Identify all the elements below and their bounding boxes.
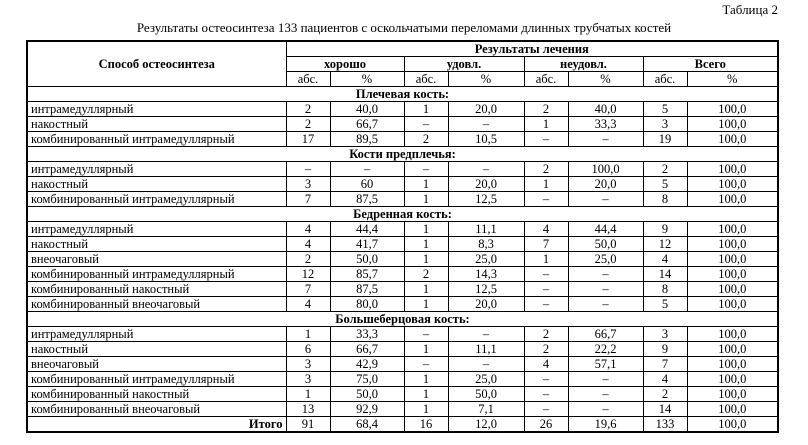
value-cell: 9 xyxy=(643,342,687,357)
value-cell: 8,3 xyxy=(448,237,524,252)
value-cell: 100,0 xyxy=(687,237,778,252)
table-row xyxy=(27,102,778,117)
value-cell: 14 xyxy=(643,402,687,417)
value-cell: 89,5 xyxy=(330,132,404,147)
value-cell: 3 xyxy=(286,357,330,372)
value-cell: 4 xyxy=(286,237,330,252)
value-cell: 7 xyxy=(286,192,330,207)
total-value: 16 xyxy=(404,417,448,433)
section-title: Кости предплечья: xyxy=(27,147,778,162)
value-cell: 2 xyxy=(643,162,687,177)
group-header-satisfactory: удовл. xyxy=(404,57,524,72)
value-cell: 44,4 xyxy=(568,222,643,237)
value-cell: 100,0 xyxy=(687,342,778,357)
value-cell: 9 xyxy=(643,222,687,237)
value-cell: 1 xyxy=(404,252,448,267)
value-cell: 12 xyxy=(643,237,687,252)
value-cell: 25,0 xyxy=(448,372,524,387)
section-row xyxy=(27,207,778,222)
value-cell: 17 xyxy=(286,132,330,147)
group-header-unsatisfactory: неудовл. xyxy=(524,57,643,72)
value-cell: – xyxy=(568,372,643,387)
value-cell: 2 xyxy=(524,162,568,177)
method-name: интрамедуллярный xyxy=(27,102,286,117)
value-cell: 2 xyxy=(286,102,330,117)
pct-header: % xyxy=(568,72,643,87)
abs-header: абс. xyxy=(404,72,448,87)
value-cell: 1 xyxy=(404,222,448,237)
value-cell: 100,0 xyxy=(687,132,778,147)
value-cell: 66,7 xyxy=(330,342,404,357)
value-cell: 5 xyxy=(643,102,687,117)
value-cell: 75,0 xyxy=(330,372,404,387)
value-cell: 6 xyxy=(286,342,330,357)
value-cell: 100,0 xyxy=(568,162,643,177)
group-header-total: Всего xyxy=(643,57,778,72)
table-row xyxy=(27,237,778,252)
value-cell: 3 xyxy=(643,117,687,132)
value-cell: 2 xyxy=(524,102,568,117)
value-cell: 100,0 xyxy=(687,357,778,372)
value-cell: 100,0 xyxy=(687,267,778,282)
results-header: Результаты лечения xyxy=(286,41,778,57)
table-body xyxy=(27,87,778,433)
value-cell: 12 xyxy=(286,267,330,282)
value-cell: 8 xyxy=(643,192,687,207)
value-cell: 4 xyxy=(524,357,568,372)
value-cell: 1 xyxy=(404,102,448,117)
method-name: комбинированный внеочаговый xyxy=(27,297,286,312)
value-cell: 87,5 xyxy=(330,192,404,207)
value-cell: 12,5 xyxy=(448,282,524,297)
value-cell: 10,5 xyxy=(448,132,524,147)
method-name: комбинированный интрамедуллярный xyxy=(27,267,286,282)
table-number: Таблица 2 xyxy=(722,2,778,17)
value-cell: 1 xyxy=(404,282,448,297)
method-name: комбинированный интрамедуллярный xyxy=(27,132,286,147)
value-cell: 20,0 xyxy=(448,102,524,117)
value-cell: 87,5 xyxy=(330,282,404,297)
value-cell: – xyxy=(524,192,568,207)
value-cell: – xyxy=(524,387,568,402)
value-cell: 4 xyxy=(286,297,330,312)
value-cell: 2 xyxy=(286,117,330,132)
value-cell: 85,7 xyxy=(330,267,404,282)
value-cell: 66,7 xyxy=(568,327,643,342)
abs-header: абс. xyxy=(524,72,568,87)
value-cell: – xyxy=(404,357,448,372)
value-cell: – xyxy=(404,162,448,177)
table-row xyxy=(27,342,778,357)
table-row xyxy=(27,282,778,297)
pct-header: % xyxy=(448,72,524,87)
value-cell: 100,0 xyxy=(687,117,778,132)
value-cell: 5 xyxy=(643,297,687,312)
value-cell: 100,0 xyxy=(687,372,778,387)
value-cell: – xyxy=(524,372,568,387)
value-cell: 11,1 xyxy=(448,342,524,357)
value-cell: 1 xyxy=(286,327,330,342)
table-caption: Результаты остеосинтеза 133 пациентов с оскольчатыми переломами длинных трубчатых костей xyxy=(136,20,672,35)
value-cell: 100,0 xyxy=(687,162,778,177)
value-cell: – xyxy=(568,132,643,147)
value-cell: 13 xyxy=(286,402,330,417)
total-row xyxy=(27,417,778,433)
method-name: интрамедуллярный xyxy=(27,222,286,237)
table-row xyxy=(27,297,778,312)
value-cell: 100,0 xyxy=(687,327,778,342)
value-cell: 42,9 xyxy=(330,357,404,372)
method-name: комбинированный интрамедуллярный xyxy=(27,192,286,207)
value-cell: 1 xyxy=(404,372,448,387)
total-value: 91 xyxy=(286,417,330,433)
section-row xyxy=(27,312,778,327)
table-row xyxy=(27,132,778,147)
value-cell: – xyxy=(568,282,643,297)
value-cell: 19 xyxy=(643,132,687,147)
value-cell: 7 xyxy=(643,357,687,372)
total-value: 133 xyxy=(643,417,687,433)
value-cell: 60 xyxy=(330,177,404,192)
value-cell: 7 xyxy=(524,237,568,252)
method-name: внеочаговый xyxy=(27,357,286,372)
value-cell: 12,5 xyxy=(448,192,524,207)
value-cell: 33,3 xyxy=(330,327,404,342)
method-name: комбинированный интрамедуллярный xyxy=(27,372,286,387)
table-row xyxy=(27,387,778,402)
value-cell: – xyxy=(448,327,524,342)
total-label: Итого xyxy=(27,417,286,433)
value-cell: 4 xyxy=(524,222,568,237)
table-row xyxy=(27,402,778,417)
method-name: накостный xyxy=(27,177,286,192)
value-cell: 2 xyxy=(404,132,448,147)
value-cell: 100,0 xyxy=(687,402,778,417)
value-cell: 50,0 xyxy=(448,387,524,402)
abs-header: абс. xyxy=(286,72,330,87)
value-cell: 4 xyxy=(286,222,330,237)
value-cell: 44,4 xyxy=(330,222,404,237)
total-value: 26 xyxy=(524,417,568,433)
value-cell: – xyxy=(524,267,568,282)
section-title: Большеберцовая кость: xyxy=(27,312,778,327)
value-cell: 3 xyxy=(286,177,330,192)
value-cell: 100,0 xyxy=(687,192,778,207)
table-row xyxy=(27,177,778,192)
value-cell: 25,0 xyxy=(568,252,643,267)
value-cell: – xyxy=(404,117,448,132)
value-cell: 80,0 xyxy=(330,297,404,312)
value-cell: 2 xyxy=(286,252,330,267)
value-cell: 1 xyxy=(404,192,448,207)
value-cell: 2 xyxy=(643,387,687,402)
value-cell: – xyxy=(524,402,568,417)
value-cell: 50,0 xyxy=(568,237,643,252)
value-cell: – xyxy=(448,162,524,177)
method-name: интрамедуллярный xyxy=(27,162,286,177)
value-cell: – xyxy=(568,192,643,207)
section-title: Бедренная кость: xyxy=(27,207,778,222)
value-cell: 20,0 xyxy=(448,297,524,312)
value-cell: 1 xyxy=(524,177,568,192)
total-value: 12,0 xyxy=(448,417,524,433)
results-table xyxy=(26,40,779,433)
value-cell: 100,0 xyxy=(687,387,778,402)
abs-header: абс. xyxy=(643,72,687,87)
value-cell: 2 xyxy=(524,342,568,357)
value-cell: 92,9 xyxy=(330,402,404,417)
section-title: Плечевая кость: xyxy=(27,87,778,102)
method-name: комбинированный накостный xyxy=(27,387,286,402)
value-cell: 1 xyxy=(404,402,448,417)
value-cell: 4 xyxy=(643,252,687,267)
value-cell: 100,0 xyxy=(687,222,778,237)
group-header-good: хорошо xyxy=(286,57,404,72)
value-cell: 57,1 xyxy=(568,357,643,372)
value-cell: 1 xyxy=(404,237,448,252)
value-cell: 1 xyxy=(404,177,448,192)
value-cell: – xyxy=(568,297,643,312)
value-cell: 11,1 xyxy=(448,222,524,237)
pct-header: % xyxy=(330,72,404,87)
value-cell: 8 xyxy=(643,282,687,297)
value-cell: 100,0 xyxy=(687,177,778,192)
section-row xyxy=(27,147,778,162)
value-cell: – xyxy=(404,327,448,342)
value-cell: – xyxy=(524,297,568,312)
total-value: 19,6 xyxy=(568,417,643,433)
value-cell: 14,3 xyxy=(448,267,524,282)
value-cell: 22,2 xyxy=(568,342,643,357)
method-name: комбинированный внеочаговый xyxy=(27,402,286,417)
value-cell: 25,0 xyxy=(448,252,524,267)
value-cell: 1 xyxy=(404,342,448,357)
value-cell: 3 xyxy=(286,372,330,387)
value-cell: – xyxy=(524,132,568,147)
value-cell: 20,0 xyxy=(568,177,643,192)
value-cell: – xyxy=(330,162,404,177)
table-row xyxy=(27,192,778,207)
value-cell: 14 xyxy=(643,267,687,282)
value-cell: 100,0 xyxy=(687,297,778,312)
value-cell: – xyxy=(448,357,524,372)
value-cell: 3 xyxy=(643,327,687,342)
value-cell: – xyxy=(568,267,643,282)
value-cell: 1 xyxy=(404,387,448,402)
value-cell: 2 xyxy=(524,327,568,342)
method-name: интрамедуллярный xyxy=(27,327,286,342)
table-row xyxy=(27,357,778,372)
method-header: Способ остеосинтеза xyxy=(27,41,286,87)
value-cell: 7 xyxy=(286,282,330,297)
table-row xyxy=(27,222,778,237)
value-cell: 2 xyxy=(404,267,448,282)
total-value: 100,0 xyxy=(687,417,778,433)
method-name: накостный xyxy=(27,117,286,132)
value-cell: – xyxy=(568,387,643,402)
value-cell: 100,0 xyxy=(687,282,778,297)
value-cell: 7,1 xyxy=(448,402,524,417)
table-row xyxy=(27,267,778,282)
value-cell: 66,7 xyxy=(330,117,404,132)
table-row xyxy=(27,372,778,387)
method-name: накостный xyxy=(27,237,286,252)
value-cell: 1 xyxy=(524,117,568,132)
table-row xyxy=(27,162,778,177)
value-cell: 100,0 xyxy=(687,102,778,117)
pct-header: % xyxy=(687,72,778,87)
method-name: комбинированный накостный xyxy=(27,282,286,297)
total-value: 68,4 xyxy=(330,417,404,433)
value-cell: 5 xyxy=(643,177,687,192)
value-cell: – xyxy=(568,402,643,417)
table-row xyxy=(27,252,778,267)
value-cell: 40,0 xyxy=(330,102,404,117)
value-cell: 33,3 xyxy=(568,117,643,132)
method-name: накостный xyxy=(27,342,286,357)
value-cell: 100,0 xyxy=(687,252,778,267)
value-cell: 1 xyxy=(524,252,568,267)
value-cell: 41,7 xyxy=(330,237,404,252)
value-cell: – xyxy=(524,282,568,297)
table-row xyxy=(27,117,778,132)
value-cell: 20,0 xyxy=(448,177,524,192)
value-cell: 50,0 xyxy=(330,252,404,267)
value-cell: 1 xyxy=(286,387,330,402)
method-name: внеочаговый xyxy=(27,252,286,267)
table-row xyxy=(27,327,778,342)
section-row xyxy=(27,87,778,102)
value-cell: – xyxy=(448,117,524,132)
value-cell: 50,0 xyxy=(330,387,404,402)
value-cell: 4 xyxy=(643,372,687,387)
value-cell: 40,0 xyxy=(568,102,643,117)
value-cell: – xyxy=(286,162,330,177)
value-cell: 1 xyxy=(404,297,448,312)
